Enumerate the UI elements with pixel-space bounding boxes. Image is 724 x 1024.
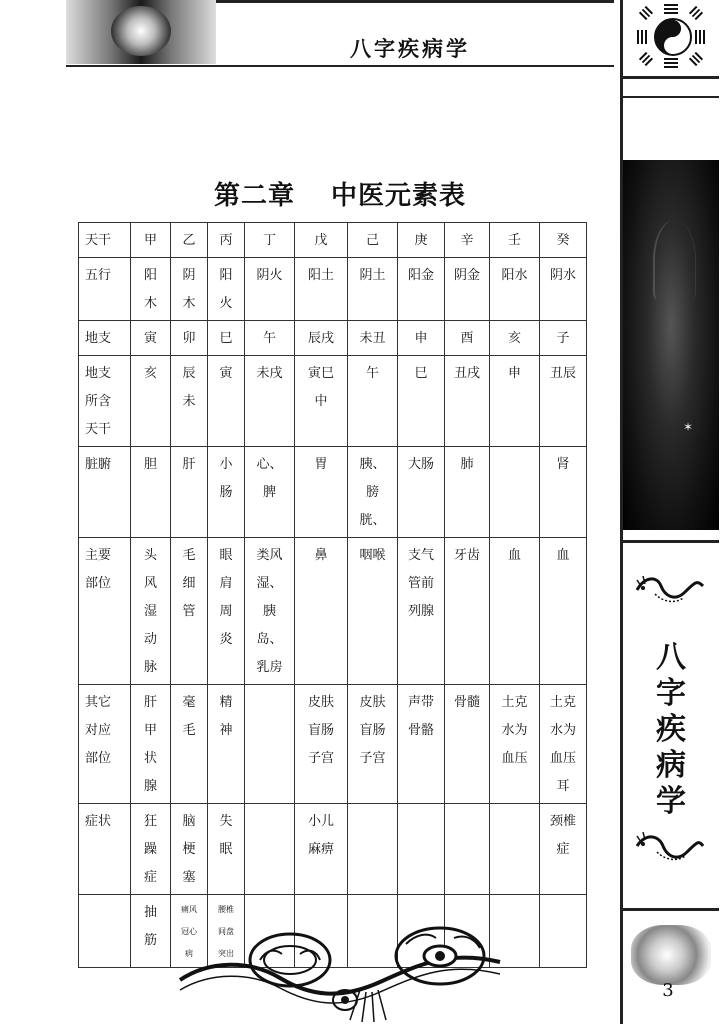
cell-text: 阴火 [256,268,283,283]
table-cell [245,356,295,447]
table-cell [348,321,398,356]
cell-text: 耳 [556,779,570,794]
row-header-text: 部位 [85,751,112,766]
cell-text: 痛风 [181,905,197,914]
table-cell [131,356,171,447]
cell-text: 声带 [407,695,434,710]
table-cell [445,538,490,685]
table-cell [398,804,445,895]
cell-text: 巳 [219,331,233,346]
cell-text: 甲 [143,723,157,738]
cell-text: 午 [365,366,379,381]
cell-text: 症 [556,842,570,857]
table-cell [208,685,245,804]
sidebar-dark-panel: ✶ [623,160,719,530]
cell-text: 己 [365,233,379,248]
table-cell [490,356,540,447]
cell-text: 大肠 [407,457,434,472]
header-rule [216,0,614,3]
table-row [79,223,587,258]
table-cell [490,447,540,538]
cell-text: 辰戌 [307,331,334,346]
cell-text: 亥 [507,331,521,346]
cell-text: 午 [262,331,276,346]
table-cell [445,321,490,356]
row-header-text: 天干 [85,422,112,437]
table-cell [295,356,348,447]
table-cell [348,804,398,895]
sidebar-rule [623,908,719,911]
table-cell [295,538,348,685]
table-cell [540,321,587,356]
cell-text: 炎 [219,632,233,647]
flower-image [631,925,711,985]
cell-text: 水为 [549,723,576,738]
cell-text: 肝 [182,457,196,472]
table-cell [490,258,540,321]
cell-text: 戊 [314,233,328,248]
table-cell [540,356,587,447]
cell-text: 胰、 [359,457,386,472]
cell-text: 湿、 [256,576,283,591]
sidebar [620,0,719,1024]
cell-text: 亥 [143,366,157,381]
cell-text: 麻痹 [307,842,334,857]
cell-text: 阳水 [501,268,528,283]
table-cell [445,258,490,321]
cell-text: 丑辰 [549,366,576,381]
cell-text: 木 [143,296,157,311]
cell-text: 阳 [219,268,233,283]
cell-text: 胰 [262,604,276,619]
chapter-title: 中医元素表 [331,181,467,211]
sidebar-title-char: 病 [656,748,686,783]
table-row [79,258,587,321]
cell-text: 未戌 [256,366,283,381]
cell-text: 巳 [414,366,428,381]
table-cell [490,804,540,895]
table-cell [295,258,348,321]
table-cell [208,223,245,258]
cell-text: 类风 [256,548,283,563]
cell-text: 管前 [407,576,434,591]
cell-text: 申 [414,331,428,346]
row-header-cell [79,538,131,685]
cell-text: 丑戌 [453,366,480,381]
cell-text: 胆 [143,457,157,472]
cell-text: 突出 [218,949,234,958]
table-cell [171,258,208,321]
cell-text: 湿 [143,604,157,619]
table-body [79,223,587,968]
table-cell [348,538,398,685]
table-row [79,321,587,356]
table-cell [348,447,398,538]
table-cell [490,321,540,356]
cell-text: 未 [182,394,196,409]
table-cell [398,356,445,447]
cell-text: 肾 [556,457,570,472]
table-cell [348,685,398,804]
chapter-number: 第二章 [213,181,295,211]
cell-text: 细 [182,576,196,591]
row-header-text: 症状 [85,814,112,829]
row-header-text: 天干 [85,233,112,248]
row-header-text: 部位 [85,576,112,591]
cell-text: 子 [556,331,570,346]
cell-text: 冠心 [181,927,197,936]
table-cell [490,538,540,685]
cell-text: 盲肠 [359,723,386,738]
cell-text: 腺 [143,779,157,794]
cell-text: 眠 [219,842,233,857]
table-cell [540,685,587,804]
row-header-text: 脏腑 [85,457,112,472]
cell-text: 寅 [219,366,233,381]
cell-text: 胃 [314,457,328,472]
table-cell [540,538,587,685]
table-row [79,356,587,447]
table-row [79,685,587,804]
table-cell [445,223,490,258]
cell-text: 心、 [256,457,283,472]
table-cell [398,538,445,685]
row-header-cell [79,447,131,538]
table-row [79,447,587,538]
table-cell [245,804,295,895]
table-cell [131,447,171,538]
cell-text: 甲 [143,233,157,248]
header-photo [66,0,216,64]
cell-text: 状 [143,751,157,766]
table-cell [295,804,348,895]
table-cell [295,685,348,804]
cell-text: 丁 [262,233,276,248]
cell-text: 辛 [460,233,474,248]
cell-text: 阴土 [359,268,386,283]
table-row [79,804,587,895]
table-cell [131,321,171,356]
sidebar-rule [623,540,719,543]
table-cell [171,685,208,804]
row-header-text: 五行 [85,268,112,283]
table-cell [398,258,445,321]
cell-text: 乳房 [256,660,283,675]
table-cell [208,538,245,685]
table-cell [131,258,171,321]
cell-text: 岛、 [256,632,283,647]
cell-text: 土克 [501,695,528,710]
table-cell [208,321,245,356]
table-cell [445,685,490,804]
table-row [79,538,587,685]
cell-text: 周 [219,604,233,619]
row-header-cell [79,223,131,258]
cell-text: 未丑 [359,331,386,346]
cell-text: 阳金 [407,268,434,283]
cell-text: 头 [143,548,157,563]
cell-text: 子宫 [307,751,334,766]
cell-text: 失 [219,814,233,829]
table-cell [540,804,587,895]
cell-text: 脑 [182,814,196,829]
cell-text: 卯 [182,331,196,346]
table-cell [540,258,587,321]
table-cell [208,447,245,538]
cell-text: 塞 [182,870,196,885]
row-header-cell [79,321,131,356]
table-cell [398,685,445,804]
table-cell [398,223,445,258]
cell-text: 骨髓 [453,695,480,710]
cell-text: 木 [182,296,196,311]
cell-text: 毛 [182,723,196,738]
chapter-heading [150,175,530,212]
cell-text: 小 [219,457,233,472]
table-cell [348,356,398,447]
cell-text: 申 [507,366,521,381]
cell-text: 血压 [501,751,528,766]
cell-text: 寅 [143,331,157,346]
cell-text: 病 [185,949,193,958]
cell-text: 管 [182,604,196,619]
cell-text: 阴 [182,268,196,283]
cell-text: 寅巳 [307,366,334,381]
table-cell [398,321,445,356]
cell-text: 筋 [143,933,157,948]
dragon-icon [635,830,705,864]
table-cell [131,804,171,895]
cell-text: 肠 [219,485,233,500]
cell-text: 酉 [460,331,474,346]
cell-text: 狂 [143,814,157,829]
elements-table [78,222,587,968]
cell-text: 脾 [262,485,276,500]
sidebar-title [643,640,699,820]
table-cell [131,223,171,258]
table-cell [208,804,245,895]
table-cell [131,685,171,804]
cell-text: 胱、 [359,513,386,528]
cell-text: 小儿 [307,814,334,829]
table-cell [245,321,295,356]
table-cell [540,895,587,968]
table-cell [208,258,245,321]
table-cell [171,321,208,356]
cell-text: 膀 [365,485,379,500]
cell-text: 动 [143,632,157,647]
row-header-cell [79,258,131,321]
header-rule [66,65,614,67]
table-cell [171,223,208,258]
table-cell [208,356,245,447]
cell-text: 牙齿 [453,548,480,563]
cell-text: 血压 [549,751,576,766]
cell-text: 神 [219,723,233,738]
cell-text: 支气 [407,548,434,563]
cell-text: 精 [219,695,233,710]
table-cell [445,447,490,538]
cell-text: 梗 [182,842,196,857]
table-cell [295,321,348,356]
cell-text: 皮肤 [359,695,386,710]
cell-text: 阳土 [307,268,334,283]
table-cell [398,447,445,538]
cell-text: 症 [143,870,157,885]
table-cell [131,895,171,968]
row-header-cell [79,895,131,968]
taiji-icon [633,2,709,72]
table-cell [245,223,295,258]
table-cell [540,447,587,538]
cell-text: 骨骼 [407,723,434,738]
table-cell [171,538,208,685]
table-cell [295,447,348,538]
sidebar-title-char: 字 [656,676,686,711]
cell-text: 辰 [182,366,196,381]
table-cell [348,223,398,258]
cell-text: 癸 [556,233,570,248]
table-cell [295,223,348,258]
cell-text: 间盘 [218,927,234,936]
cell-text: 乙 [182,233,196,248]
cell-text: 丙 [219,233,233,248]
cell-text: 盲肠 [307,723,334,738]
page-number: 3 [662,980,674,1001]
dragon-icon [635,572,705,606]
table-cell [445,804,490,895]
cell-text: 肝 [143,695,157,710]
cell-text: 阳 [143,268,157,283]
cell-text: 风 [143,576,157,591]
cell-text: 颈椎 [549,814,576,829]
cell-text: 水为 [501,723,528,738]
cell-text: 子宫 [359,751,386,766]
cell-text: 鼻 [314,548,328,563]
cell-text: 血 [507,548,521,563]
cell-text: 抽 [143,905,157,920]
cell-text: 中 [314,394,328,409]
cell-text: 眼 [219,548,233,563]
cell-text: 列腺 [407,604,434,619]
row-header-cell [79,804,131,895]
table-cell [490,685,540,804]
cell-text: 壬 [507,233,521,248]
cell-text: 阴水 [549,268,576,283]
row-header-text: 对应 [85,723,112,738]
table-cell [540,223,587,258]
cell-text: 阴金 [453,268,480,283]
table-cell [171,804,208,895]
cell-text: 庚 [414,233,428,248]
cell-text: 腰椎 [218,905,234,914]
table-cell [245,685,295,804]
cell-text: 咽喉 [359,548,386,563]
cell-text: 毫 [182,695,196,710]
table-cell [490,223,540,258]
row-header-cell [79,356,131,447]
table-cell [445,356,490,447]
sidebar-title-char: 疾 [656,712,686,747]
cell-text: 血 [556,548,570,563]
cell-text: 肩 [219,576,233,591]
table-cell [245,538,295,685]
sidebar-rule [623,76,719,79]
row-header-text: 地支 [85,331,112,346]
table-cell [131,538,171,685]
cell-text: 肺 [460,457,474,472]
table-cell [245,258,295,321]
sidebar-rule [623,96,719,98]
cell-text: 皮肤 [307,695,334,710]
table-cell [171,356,208,447]
cell-text: 土克 [549,695,576,710]
row-header-text: 地支 [85,366,112,381]
cell-text: 毛 [182,548,196,563]
sidebar-title-char: 八 [656,640,686,675]
row-header-cell [79,685,131,804]
table-cell [171,447,208,538]
cell-text: 躁 [143,842,157,857]
sidebar-title-char: 学 [656,784,686,819]
running-title: 八字疾病学 [350,36,470,61]
ornament-icon [170,920,510,1024]
row-header-text: 所含 [85,394,112,409]
row-header-text: 主要 [85,548,112,563]
cell-text: 脉 [143,660,157,675]
cell-text: 火 [219,296,233,311]
table-cell [348,258,398,321]
table-cell [245,447,295,538]
row-header-text: 其它 [85,695,112,710]
